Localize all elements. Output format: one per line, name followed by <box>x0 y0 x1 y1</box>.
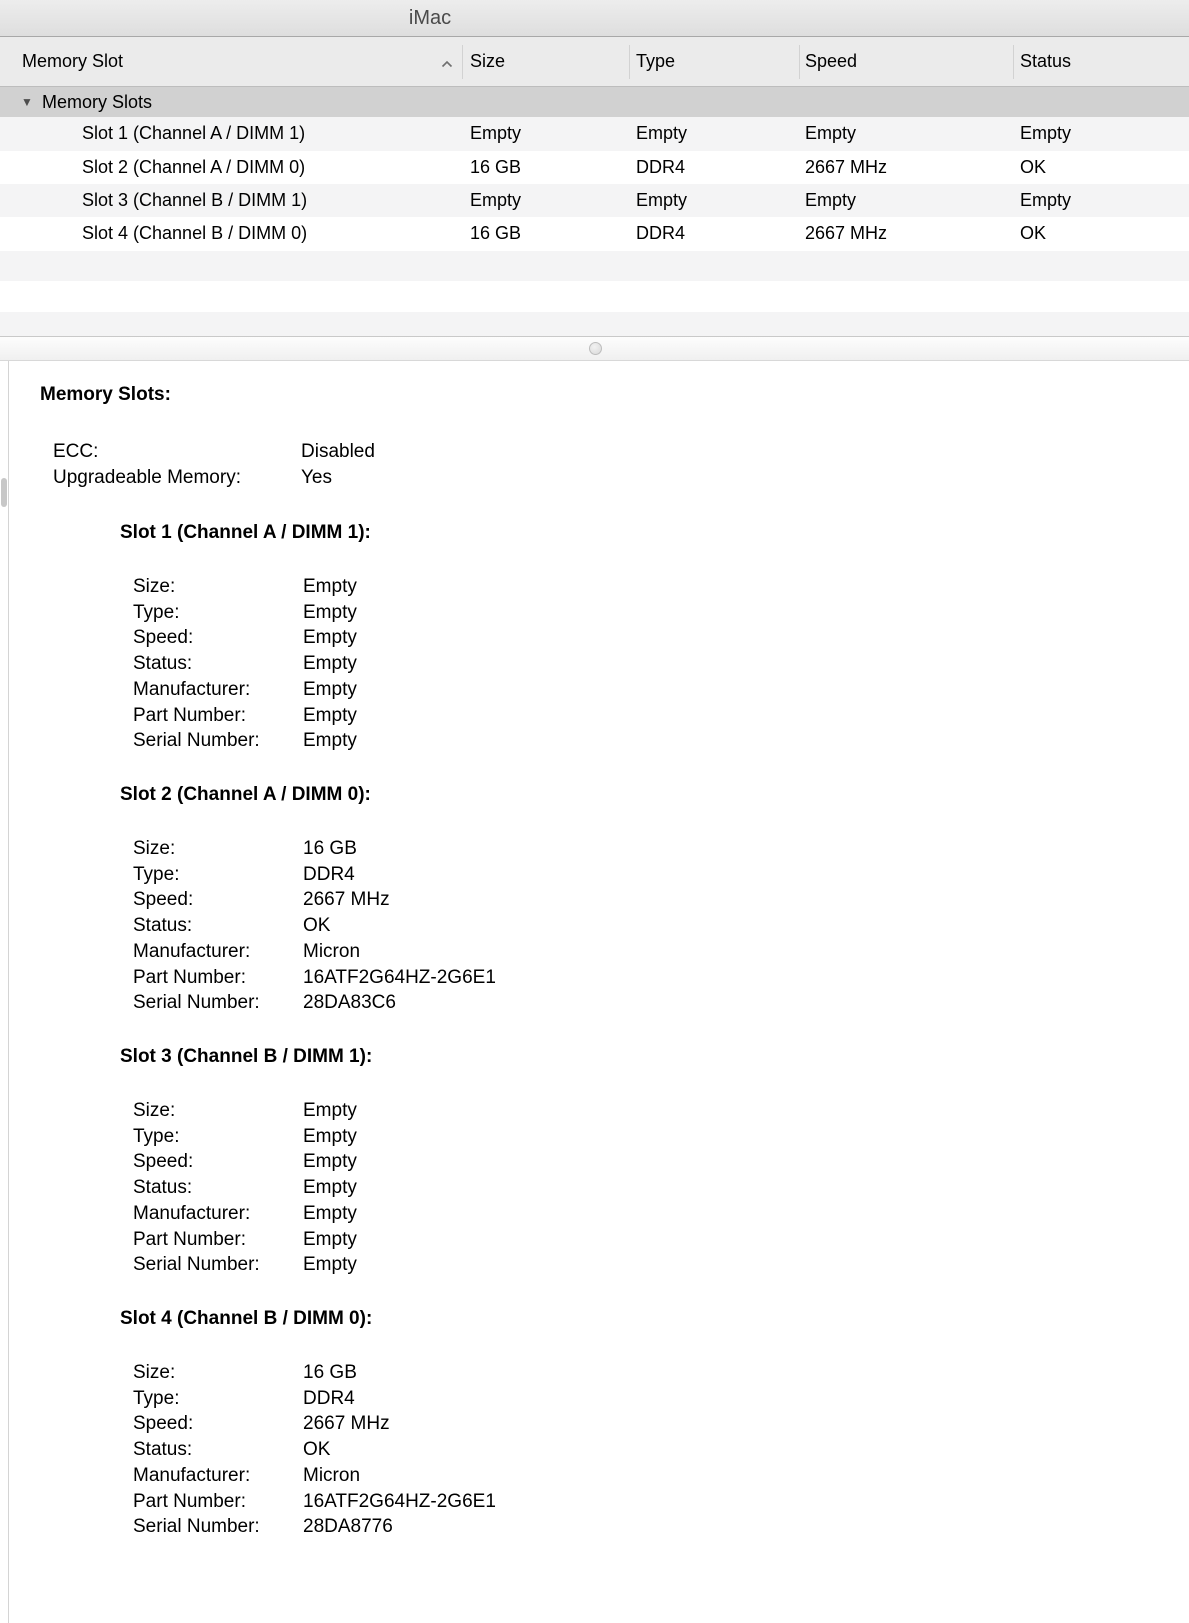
empty-row <box>0 312 1189 336</box>
slot-detail-label: Speed: <box>133 627 194 649</box>
cell-size: Empty <box>470 190 522 210</box>
cell-memory-slot: Slot 2 (Channel A / DIMM 0) <box>82 156 306 177</box>
slot-detail-label: Size: <box>133 1362 176 1383</box>
column-header-status[interactable]: Status <box>1020 51 1072 71</box>
pane-splitter[interactable] <box>0 336 1189 361</box>
slot-detail-label: Speed: <box>133 1151 194 1173</box>
slot-detail-label: Type: <box>133 1387 180 1409</box>
slot-detail-value: 16 GB <box>303 1362 357 1383</box>
chevron-up-icon[interactable] <box>440 56 454 66</box>
column-separator <box>462 45 463 79</box>
slot-detail-label: Speed: <box>133 1413 194 1435</box>
slot-detail-label: Part Number: <box>133 704 246 726</box>
detail-property-label: ECC: <box>53 441 99 462</box>
slot-detail-value: Empty <box>303 601 357 623</box>
slot-detail-label: Status: <box>133 915 193 937</box>
cell-status: Empty <box>1020 190 1072 210</box>
cell-size: Empty <box>470 123 522 144</box>
slot-detail-label: Serial Number: <box>133 1254 260 1276</box>
slot-detail-label: Type: <box>133 1125 180 1147</box>
slot-detail-value: Empty <box>303 1202 357 1224</box>
empty-row <box>0 281 1189 312</box>
column-separator <box>799 45 800 79</box>
slot-detail-value: Empty <box>303 1151 357 1173</box>
slot-detail-value: 16 GB <box>303 838 357 859</box>
slot-detail-label: Manufacturer: <box>133 1464 251 1486</box>
cell-memory-slot: Slot 1 (Channel A / DIMM 1) <box>82 123 306 144</box>
slot-detail-value: 28DA83C6 <box>303 992 396 1014</box>
column-header-memory-slot[interactable]: Memory Slot <box>22 51 124 71</box>
slot-section-heading: Slot 2 (Channel A / DIMM 0): <box>120 784 371 805</box>
slot-detail-value: Micron <box>303 1464 361 1486</box>
empty-row <box>0 251 1189 281</box>
slot-detail-label: Status: <box>133 1177 193 1199</box>
slot-detail-value: Empty <box>303 1177 357 1199</box>
slot-detail-value: Empty <box>303 1100 357 1121</box>
cell-speed: 2667 MHz <box>805 223 888 244</box>
splitter-handle-icon[interactable] <box>589 342 602 355</box>
table-row[interactable] <box>0 151 1189 184</box>
slot-detail-value: Empty <box>303 678 357 700</box>
slot-detail-label: Manufacturer: <box>133 940 251 962</box>
table-row[interactable] <box>0 117 1189 150</box>
cell-speed: Empty <box>805 123 857 144</box>
window-titlebar[interactable] <box>0 0 1189 37</box>
slot-detail-label: Size: <box>133 576 176 597</box>
slot-detail-value: DDR4 <box>303 1387 355 1409</box>
slot-detail-label: Part Number: <box>133 1228 246 1250</box>
slot-detail-value: DDR4 <box>303 863 355 885</box>
slot-detail-label: Serial Number: <box>133 992 260 1014</box>
slot-detail-value: Empty <box>303 627 357 649</box>
slot-detail-value: Empty <box>303 730 357 752</box>
slot-detail-label: Manufacturer: <box>133 1202 251 1224</box>
disclosure-triangle-icon[interactable]: ▼ <box>21 95 33 109</box>
slot-detail-label: Status: <box>133 653 193 675</box>
slot-detail-label: Type: <box>133 601 180 623</box>
slot-section-heading: Slot 1 (Channel A / DIMM 1): <box>120 522 371 543</box>
slot-detail-value: 16ATF2G64HZ-2G6E1 <box>303 966 496 988</box>
cell-status: OK <box>1020 223 1047 244</box>
column-header-speed[interactable]: Speed <box>805 51 858 71</box>
slot-detail-value: 28DA8776 <box>303 1516 393 1538</box>
table-row[interactable] <box>0 217 1189 250</box>
column-separator <box>629 45 630 79</box>
slot-section-heading: Slot 4 (Channel B / DIMM 0): <box>120 1308 373 1329</box>
slot-detail-label: Size: <box>133 1100 176 1121</box>
slot-detail-label: Type: <box>133 863 180 885</box>
slot-detail-value: Empty <box>303 653 357 675</box>
cell-memory-slot: Slot 4 (Channel B / DIMM 0) <box>82 223 308 244</box>
slot-detail-value: 16ATF2G64HZ-2G6E1 <box>303 1490 496 1512</box>
slot-detail-value: Empty <box>303 704 357 726</box>
slot-detail-value: Empty <box>303 1228 357 1250</box>
slot-detail-label: Part Number: <box>133 966 246 988</box>
cell-type: Empty <box>636 190 688 210</box>
slot-detail-label: Speed: <box>133 889 194 911</box>
cell-speed: Empty <box>805 190 857 210</box>
slot-detail-value: OK <box>303 915 331 937</box>
group-row-label: Memory Slots <box>42 92 153 112</box>
column-header-type[interactable]: Type <box>636 51 676 71</box>
slot-detail-value: OK <box>303 1439 331 1461</box>
details-pane <box>0 361 1189 1623</box>
cell-speed: 2667 MHz <box>805 156 888 177</box>
slot-detail-label: Part Number: <box>133 1490 246 1512</box>
cell-type: DDR4 <box>636 223 686 244</box>
slot-detail-label: Serial Number: <box>133 730 260 752</box>
cell-type: DDR4 <box>636 156 686 177</box>
window-title: iMac <box>408 7 452 29</box>
sidebar-divider <box>8 361 9 1623</box>
slot-detail-value: Empty <box>303 1254 357 1276</box>
cell-size: 16 GB <box>470 156 522 177</box>
cell-memory-slot: Slot 3 (Channel B / DIMM 1) <box>82 190 308 210</box>
detail-property-label: Upgradeable Memory: <box>53 467 241 488</box>
cell-size: 16 GB <box>470 223 522 244</box>
slot-detail-value: 2667 MHz <box>303 1413 390 1435</box>
slot-detail-label: Serial Number: <box>133 1516 260 1538</box>
slot-detail-label: Status: <box>133 1439 193 1461</box>
slot-detail-label: Manufacturer: <box>133 678 251 700</box>
slot-detail-label: Size: <box>133 838 176 859</box>
cell-status: OK <box>1020 156 1047 177</box>
cell-type: Empty <box>636 123 688 144</box>
column-header-size[interactable]: Size <box>470 51 506 71</box>
slot-detail-value: Empty <box>303 1125 357 1147</box>
table-row[interactable] <box>0 184 1189 217</box>
slot-detail-value: Empty <box>303 576 357 597</box>
slot-detail-value: 2667 MHz <box>303 889 390 911</box>
cell-status: Empty <box>1020 123 1072 144</box>
column-separator <box>1013 45 1014 79</box>
details-title: Memory Slots: <box>40 384 171 405</box>
slot-detail-value: Micron <box>303 940 361 962</box>
table-header <box>0 37 1189 87</box>
memory-slots-table <box>0 87 1189 336</box>
detail-property-value: Yes <box>301 467 332 488</box>
slot-section-heading: Slot 3 (Channel B / DIMM 1): <box>120 1046 373 1067</box>
sidebar-scrollbar-thumb[interactable] <box>1 478 7 507</box>
detail-property-value: Disabled <box>301 441 375 462</box>
group-row-memory-slots[interactable] <box>0 87 1189 117</box>
